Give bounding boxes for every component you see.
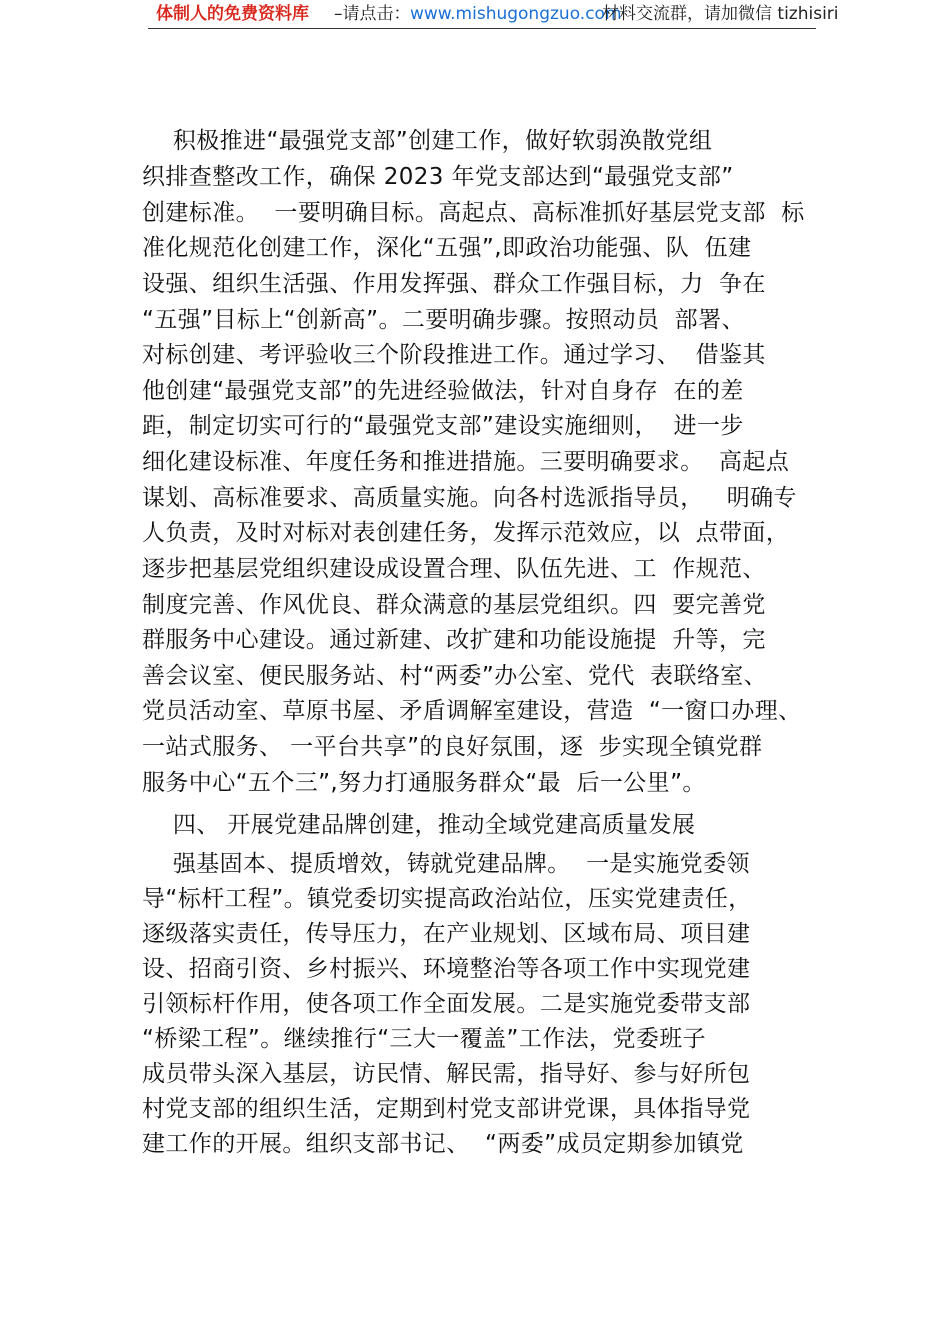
text-line: 织排查整改工作，确保 2023 年党支部达到“最强党支部” — [142, 164, 734, 190]
text-line: 村党支部的组织生活，定期到村党支部讲党课，具体指导党 — [142, 1096, 751, 1122]
text-line: 导“标杆工程”。镇党委切实提高政治站位，压实党建责任， — [142, 886, 752, 912]
text-line: 对标创建、考评验收三个阶段推进工作。通过学习、 借鉴其 — [142, 342, 766, 368]
text-line: 服务中心“五个三”,努力打通服务群众“最 后一公里”。 — [142, 770, 706, 796]
text-line: 他创建“最强党支部”的先进经验做法，针对自身存 在的差 — [142, 378, 744, 404]
header-prompt: –请点击： — [334, 4, 411, 24]
site-name: 体制人的免费资料库 — [156, 4, 309, 24]
text-line: 设、招商引资、乡村振兴、环境整治等各项工作中实现党建 — [142, 956, 751, 982]
text-line: 群服务中心建设。通过新建、改扩建和功能设施提 升等，完 — [142, 627, 766, 653]
text-line: 人负责，及时对标对表创建任务，发挥示范效应，以 点带面， — [142, 520, 790, 546]
text-line: 建工作的开展。组织支部书记、 “两委”成员定期参加镇党 — [142, 1131, 744, 1157]
text-line: 创建标准。 一要明确目标。高起点、高标准抓好基层党支部 标 — [142, 200, 805, 226]
text-line: 细化建设标准、年度任务和推进措施。三要明确要求。 高起点 — [142, 449, 790, 475]
site-link[interactable]: www.mishugongzuo.com — [410, 4, 622, 24]
text-line: 距，制定切实可行的“最强党支部”建设实施细则， 进一步 — [142, 413, 744, 439]
text-line: 逐步把基层党组织建设成设置合理、队伍先进、工 作规范、 — [142, 556, 766, 582]
text-line: 强基固本、提质增效，铸就党建品牌。 一是实施党委领 — [142, 851, 750, 877]
text-line: 积极推进“最强党支部”创建工作，做好软弱涣散党组 — [142, 128, 713, 154]
text-line: “五强”目标上“创新高”。二要明确步骤。按照动员 部署、 — [142, 307, 745, 333]
text-line: 一站式服务、 一平台共享”的良好氛围，逐 步实现全镇党群 — [142, 734, 763, 760]
text-line: 逐级落实责任，传导压力，在产业规划、区域布局、项目建 — [142, 921, 751, 947]
text-line: 设强、组织生活强、作用发挥强、群众工作强目标，力 争在 — [142, 271, 766, 297]
text-line: 党员活动室、草原书屋、矛盾调解室建设，营造 “一窗口办理、 — [142, 698, 802, 724]
text-line: 谋划、高标准要求、高质量实施。向各村选派指导员， 明确专 — [142, 485, 797, 511]
text-line: 引领标杆作用，使各项工作全面发展。二是实施党委带支部 — [142, 991, 751, 1017]
text-line: 准化规范化创建工作，深化“五强”,即政治功能强、队 伍建 — [142, 235, 752, 261]
page-header — [148, 0, 839, 29]
text-line: 善会议室、便民服务站、村“两委”办公室、党代 表联络室、 — [142, 663, 768, 689]
text-line: “桥梁工程”。继续推行“三大一覆盖”工作法，党委班子 — [142, 1026, 707, 1052]
header-contact: 材料交流群，请加微信 tizhisiri — [602, 4, 839, 24]
text-line: 成员带头深入基层，访民情、解民需，指导好、参与好所包 — [142, 1061, 751, 1087]
section-heading: 四、 开展党建品牌创建，推动全域党建高质量发展 — [142, 812, 696, 838]
text-line: 制度完善、作风优良、群众满意的基层党组织。四 要完善党 — [142, 592, 766, 618]
